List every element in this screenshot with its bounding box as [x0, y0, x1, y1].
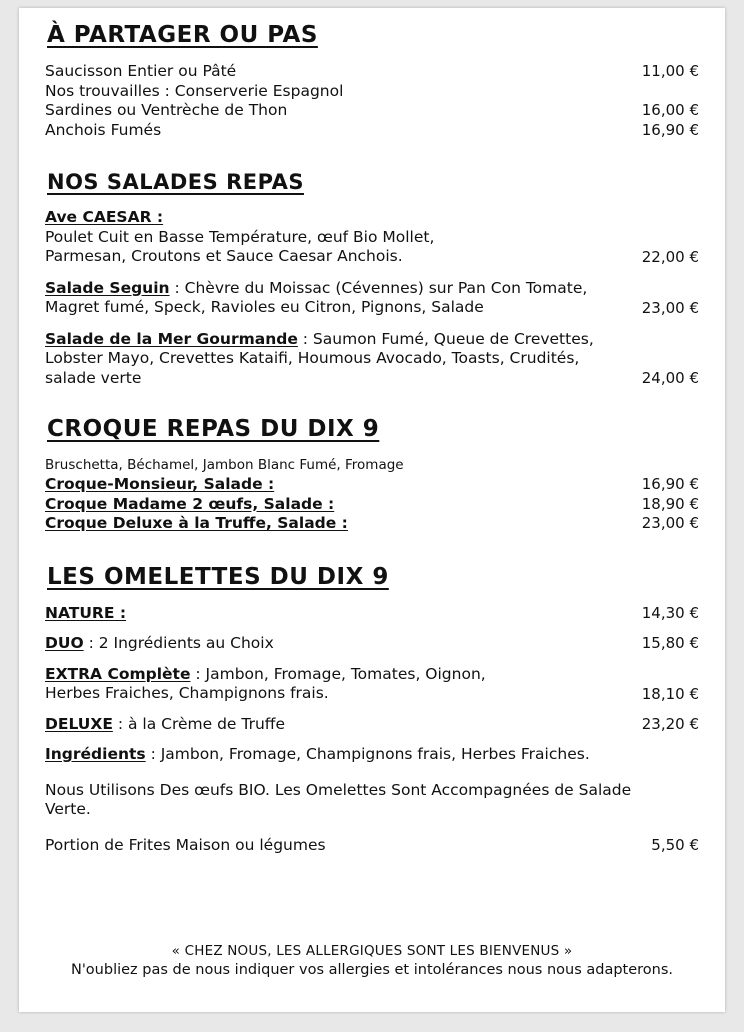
item-name: Sardines ou Ventrèche de Thon — [45, 101, 288, 119]
item-price: 18,10 € — [641, 684, 699, 703]
menu-row — [45, 514, 699, 534]
section-title: À PARTAGER OU PAS — [47, 22, 318, 48]
omelettes-note — [45, 781, 699, 820]
item-desc: Parmesan, Croutons et Sauce Caesar Anchois. — [45, 247, 403, 265]
item-price: 24,00 € — [641, 369, 699, 387]
item-name — [45, 604, 617, 624]
item-title: Croque-Monsieur, Salade : — [45, 475, 275, 493]
item-name — [45, 495, 617, 515]
menu-row — [45, 715, 699, 735]
menu-row — [45, 604, 699, 624]
section-croque — [45, 416, 699, 534]
item-name — [45, 715, 617, 735]
item-name-suffix: : Chèvre du Moissac (Cévennes) sur Pan Con Tomate, — [169, 278, 588, 297]
item-name: Anchois Fumés — [45, 120, 162, 139]
menu-row — [45, 495, 699, 515]
item-desc: salade verte — [45, 368, 142, 387]
item-name: Nos trouvailles : Conserverie Espagnol — [45, 81, 344, 100]
item-title: Ingrédients — [45, 745, 146, 763]
menu-row — [45, 82, 699, 102]
menu-row — [45, 121, 699, 141]
item-name-suffix: : Saumon Fumé, Queue de Crevettes, — [297, 329, 594, 348]
item-name — [45, 279, 617, 299]
footer — [19, 943, 725, 978]
item-price: 23,00 € — [641, 514, 699, 532]
section-title: CROQUE REPAS DU DIX 9 — [47, 416, 380, 442]
section-salades — [45, 170, 699, 388]
item-desc: Magret fumé, Speck, Ravioles eu Citron, Pignons, Salade — [45, 298, 484, 316]
item-title: NATURE : — [45, 603, 127, 622]
section-omelettes — [45, 564, 699, 856]
menu-row — [45, 665, 699, 704]
item-name — [45, 208, 617, 228]
item-desc: Herbes Fraiches, Champignons frais. — [45, 684, 329, 702]
menu-page — [19, 8, 725, 1012]
item-price: 16,90 € — [641, 120, 699, 139]
item-price: 23,00 € — [641, 298, 699, 317]
menu-row — [45, 836, 699, 856]
allergy-quote: « CHEZ NOUS, LES ALLERGIQUES SONT LES BIENVENUS » — [171, 943, 573, 959]
section-title: NOS SALADES REPAS — [47, 170, 304, 194]
item-name — [45, 634, 617, 654]
menu-row — [45, 62, 699, 82]
section-subtitle: Bruschetta, Béchamel, Jambon Blanc Fumé, Fromage — [45, 457, 404, 473]
item-name-suffix: : Jambon, Fromage, Champignons frais, Herbes Fraiches. — [145, 745, 590, 763]
item-name — [45, 475, 617, 495]
item-desc: Poulet Cuit en Basse Température, œuf Bio Mollet, — [45, 227, 435, 246]
note-line: Nous Utilisons Des œufs BIO. Les Omelettes Sont Accompagnées de Salade — [45, 780, 632, 799]
item-name: Portion de Frites Maison ou légumes — [45, 835, 326, 854]
menu-row — [45, 101, 699, 121]
item-title: DELUXE — [45, 714, 113, 733]
note-line: Verte. — [45, 800, 91, 818]
menu-row — [45, 745, 699, 765]
item-price: 16,90 € — [641, 475, 699, 493]
item-price: 14,30 € — [641, 603, 699, 622]
item-title: Salade Seguin — [45, 278, 170, 297]
item-price: 16,00 € — [641, 101, 699, 119]
menu-row — [45, 279, 699, 318]
menu-row — [45, 330, 699, 389]
item-name-suffix: : Jambon, Fromage, Tomates, Oignon, — [190, 664, 486, 683]
section-title: LES OMELETTES DU DIX 9 — [47, 563, 389, 590]
item-name: Saucisson Entier ou Pâté — [45, 62, 237, 80]
item-title: Croque Madame 2 œufs, Salade : — [45, 494, 335, 513]
item-title: EXTRA Complète — [45, 664, 191, 683]
item-title: Croque Deluxe à la Truffe, Salade : — [45, 514, 348, 532]
menu-row — [45, 208, 699, 267]
allergy-text: N'oubliez pas de nous indiquer vos allergies et intolérances nous nous adapterons. — [70, 962, 674, 978]
item-name — [45, 330, 617, 350]
item-price: 23,20 € — [641, 714, 699, 733]
item-name — [45, 514, 617, 534]
item-price: 22,00 € — [641, 247, 699, 266]
menu-row — [45, 634, 699, 654]
item-price: 5,50 € — [651, 835, 699, 854]
item-name-suffix: : à la Crème de Truffe — [112, 714, 285, 733]
item-price: 11,00 € — [641, 62, 699, 80]
item-desc: Lobster Mayo, Crevettes Kataifi, Houmous Avocado, Toasts, Crudités, — [45, 349, 580, 367]
item-name — [45, 665, 617, 685]
item-title: Salade de la Mer Gourmande — [45, 329, 298, 348]
item-name-suffix: : 2 Ingrédients au Choix — [83, 634, 274, 652]
menu-row — [45, 475, 699, 495]
item-price: 18,90 € — [641, 494, 699, 513]
section-a-partager — [45, 22, 699, 140]
item-title: DUO — [45, 634, 84, 652]
item-name — [45, 745, 617, 765]
item-price: 15,80 € — [641, 634, 699, 652]
item-title: Ave CAESAR : — [45, 208, 164, 226]
